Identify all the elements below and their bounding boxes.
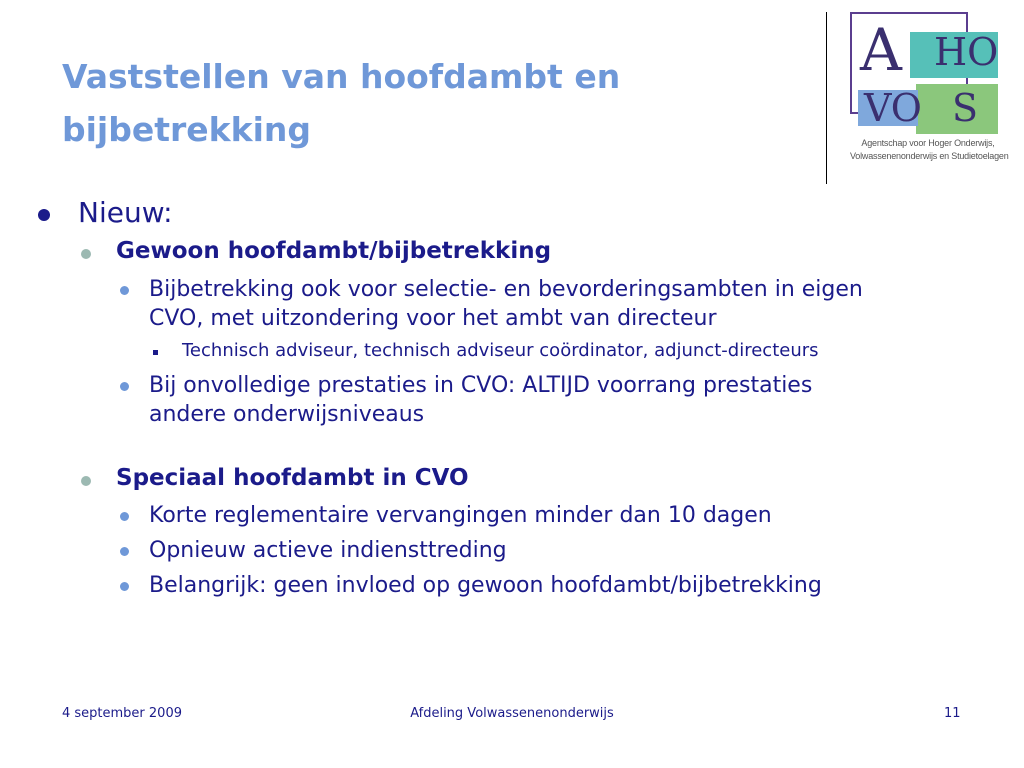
section1-point2 bbox=[149, 371, 812, 429]
square-bullet-icon bbox=[153, 350, 158, 355]
section1-point2-line1: Bij onvolledige prestaties in CVO: ALTIJD voorrang prestaties bbox=[149, 373, 813, 398]
section1-point1 bbox=[149, 275, 863, 333]
bullet-level3-icon bbox=[120, 286, 129, 295]
logo-letters-vo: VO bbox=[864, 86, 922, 130]
section1-subpoint: Technisch adviseur, technisch adviseur coördinator, adjunct-directeurs bbox=[182, 340, 819, 361]
footer-date: 4 september 2009 bbox=[62, 706, 182, 721]
logo-caption-line-2: Volwassenenonderwijs en Studietoelagen bbox=[850, 151, 1009, 161]
bullet-level3-icon bbox=[120, 582, 129, 591]
bullet-level2-icon bbox=[81, 249, 91, 259]
section1-heading: Gewoon hoofdambt/bijbetrekking bbox=[116, 238, 552, 264]
level1-heading: Nieuw: bbox=[78, 196, 173, 229]
footer-page-number: 11 bbox=[944, 706, 961, 721]
logo-letters-ho: HO bbox=[934, 30, 999, 74]
section2-point: Korte reglementaire vervangingen minder dan 10 dagen bbox=[149, 503, 772, 528]
footer-department: Afdeling Volwassenenonderwijs bbox=[410, 706, 614, 721]
logo-caption-line-1: Agentschap voor Hoger Onderwijs, bbox=[861, 138, 995, 148]
logo-letter-a: A bbox=[860, 16, 902, 84]
logo-letter-s: S bbox=[952, 86, 979, 130]
section2-heading: Speciaal hoofdambt in CVO bbox=[116, 465, 469, 491]
slide-title-line-1: Vaststellen van hoofdambt en bbox=[62, 57, 621, 96]
slide-title-line-2: bijbetrekking bbox=[62, 110, 311, 149]
bullet-level2-icon bbox=[81, 476, 91, 486]
section1-point2-line2: andere onderwijsniveaus bbox=[149, 402, 425, 427]
bullet-level1-icon bbox=[38, 209, 50, 221]
section1-point1-line1: Bijbetrekking ook voor selectie- en bevorderingsambten in eigen bbox=[149, 277, 863, 302]
bullet-level3-icon bbox=[120, 382, 129, 391]
section1-point1-line2: CVO, met uitzondering voor het ambt van directeur bbox=[149, 306, 717, 331]
bullet-level3-icon bbox=[120, 547, 129, 556]
bullet-level3-icon bbox=[120, 512, 129, 521]
section2-point: Belangrijk: geen invloed op gewoon hoofdambt/bijbetrekking bbox=[149, 573, 822, 598]
section2-point: Opnieuw actieve indiensttreding bbox=[149, 538, 507, 563]
